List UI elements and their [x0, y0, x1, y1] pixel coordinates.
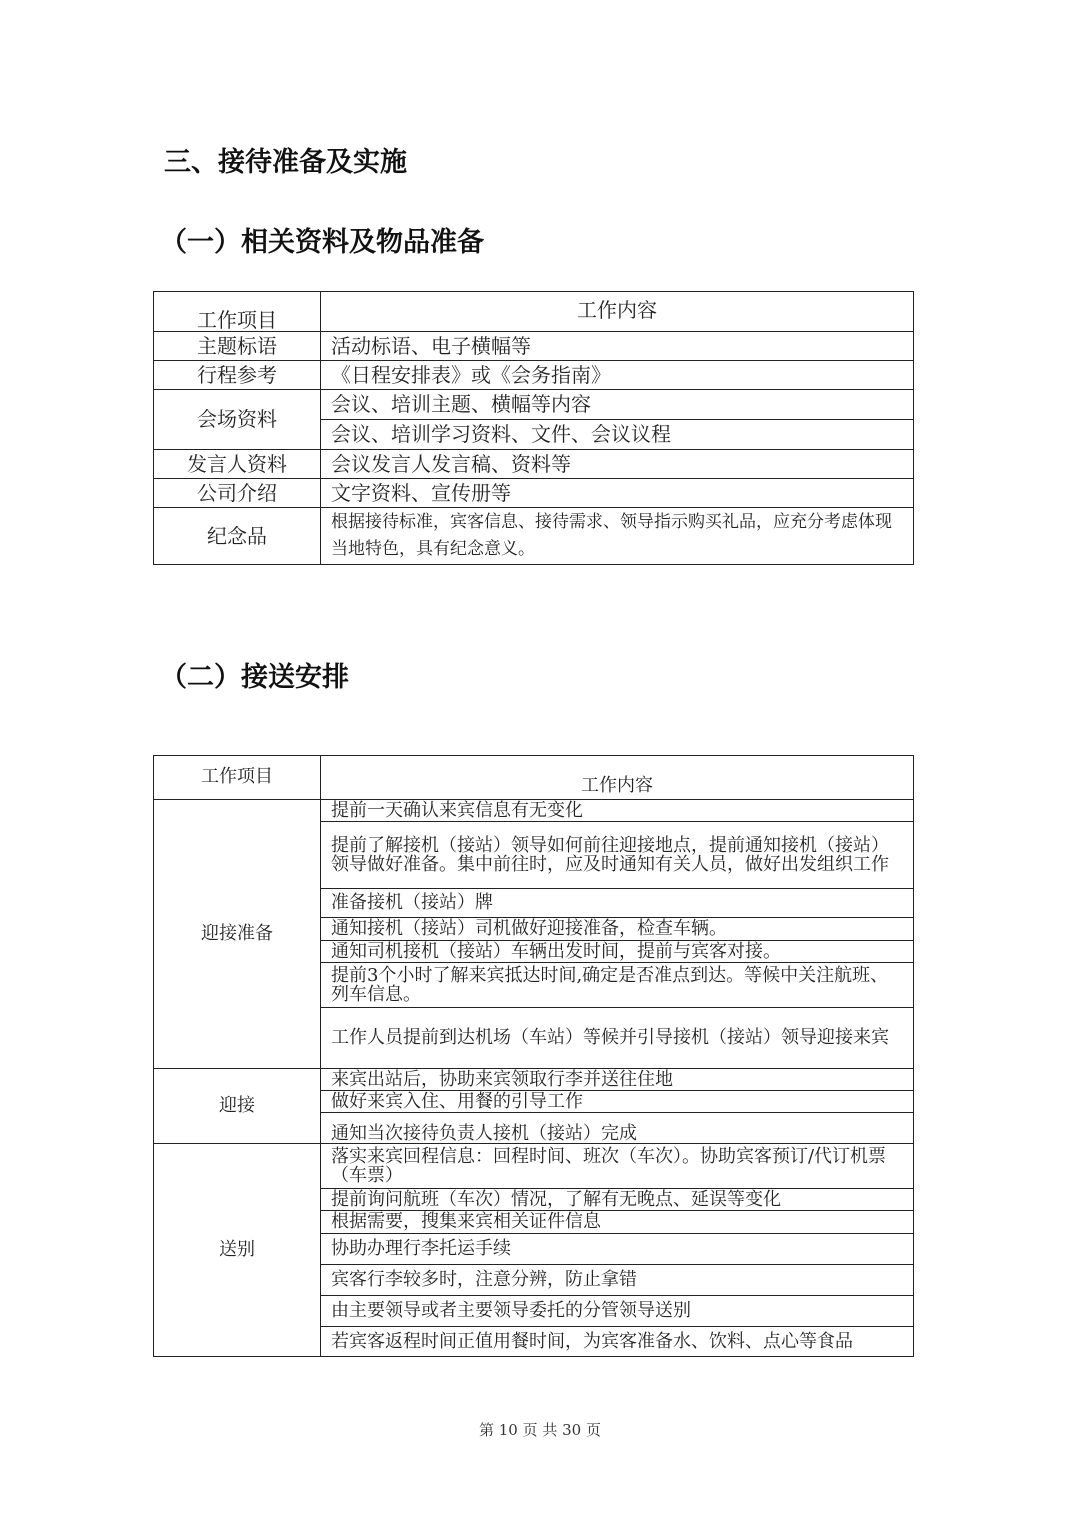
table1-row-item: 主题标语: [154, 332, 321, 361]
table1-header-content: 工作内容: [321, 292, 914, 332]
table2-content: 提前了解接机（接站）领导如何前往迎接地点，提前通知接机（接站）领导做好准备。集中前往时，应及时通知有关人员，做好出发组织工作: [321, 822, 914, 889]
main-heading: 三、接待准备及实施: [164, 147, 407, 178]
section2-heading: （二）接送安排: [160, 662, 349, 693]
table2-content: 提前3个小时了解来宾抵达时间,确定是否准点到达。等候中关注航班、列车信息。: [321, 963, 914, 1008]
table2-group-item: 送别: [154, 1144, 321, 1357]
table1-row-item: 发言人资料: [154, 450, 321, 479]
section1-heading: （一）相关资料及物品准备: [160, 227, 484, 258]
table1-row-content: 会议、培训学习资料、文件、会议议程: [321, 420, 914, 450]
materials-table: [153, 291, 914, 565]
table2-group-item: 迎接准备: [154, 800, 321, 1069]
table2-content: 提前一天确认来宾信息有无变化: [321, 800, 914, 822]
reception-table: [153, 755, 914, 1357]
table2-content: 来宾出站后，协助来宾领取行李并送往住地: [321, 1069, 914, 1091]
table1-row-content: 《日程安排表》或《会务指南》: [321, 361, 914, 390]
table2-content: 根据需要，搜集来宾相关证件信息: [321, 1211, 914, 1234]
table2-header-item: 工作项目: [154, 756, 321, 800]
table2-content: 由主要领导或者主要领导委托的分管领导送别: [321, 1296, 914, 1327]
table1-row-content: 活动标语、电子横幅等: [321, 332, 914, 361]
table1-row-content: 根据接待标准，宾客信息、接待需求、领导指示购买礼品，应充分考虑体现当地特色，具有纪念意义。: [321, 508, 914, 565]
table2-content: 工作人员提前到达机场（车站）等候并引导接机（接站）领导迎接来宾: [321, 1008, 914, 1069]
table1-row-content: 会议、培训主题、横幅等内容: [321, 390, 914, 420]
table1-row-item: 公司介绍: [154, 479, 321, 508]
table2-content: 做好来宾入住、用餐的引导工作: [321, 1091, 914, 1113]
table2-content: 落实来宾回程信息：回程时间、班次（车次）。协助宾客预订/代订机票（车票）: [321, 1144, 914, 1189]
table2-content: 通知接机（接站）司机做好迎接准备，检查车辆。: [321, 918, 914, 941]
table2-content: 准备接机（接站）牌: [321, 889, 914, 918]
table1-header-item: 工作项目: [154, 292, 321, 332]
table2-content: 协助办理行李托运手续: [321, 1234, 914, 1265]
table2-content: 提前询问航班（车次）情况，了解有无晚点、延误等变化: [321, 1189, 914, 1211]
page-footer: 第 10 页 共 30 页: [478, 1421, 601, 1439]
table2-header-content: 工作内容: [321, 756, 914, 800]
table2-content: 通知司机接机（接站）车辆出发时间，提前与宾客对接。: [321, 941, 914, 963]
table1-row-content: 文字资料、宣传册等: [321, 479, 914, 508]
table2-content: 通知当次接待负责人接机（接站）完成: [321, 1113, 914, 1144]
table2-content: 若宾客返程时间正值用餐时间，为宾客准备水、饮料、点心等食品: [321, 1327, 914, 1357]
table1-row-item: 行程参考: [154, 361, 321, 390]
table1-row-item: 纪念品: [154, 508, 321, 565]
table2-group-item: 迎接: [154, 1069, 321, 1144]
table1-row-content: 会议发言人发言稿、资料等: [321, 450, 914, 479]
table1-row-item: 会场资料: [154, 390, 321, 450]
table2-content: 宾客行李较多时，注意分辨，防止拿错: [321, 1265, 914, 1296]
